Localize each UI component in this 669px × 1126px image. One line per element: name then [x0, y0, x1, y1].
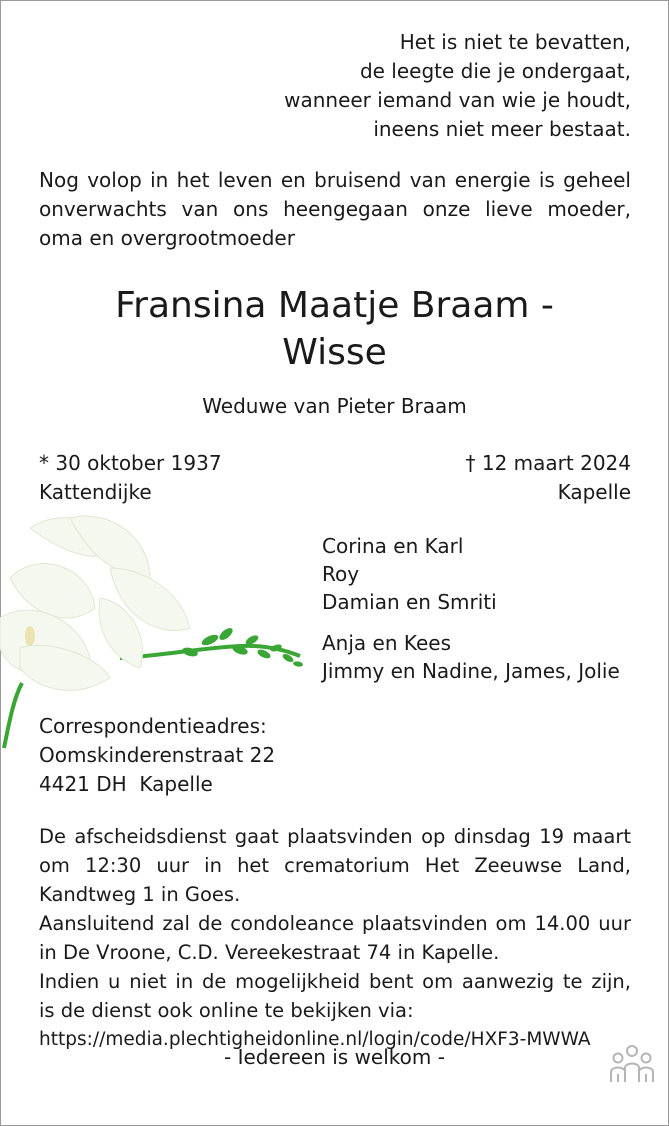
family-member: Anja en Kees [322, 631, 452, 655]
service-line: De afscheidsdienst gaat plaatsvinden op dinsdag 19 maart [39, 825, 631, 848]
correspondence-address [39, 712, 275, 799]
birth-place: Kattendijke [39, 480, 152, 504]
family-member: Damian en Smriti [322, 590, 497, 614]
name-line: Fransina Maatje Braam - [115, 285, 554, 326]
service-line: Kandtweg 1 in Goes. [39, 883, 241, 906]
widow-of: Weduwe van Pieter Braam [202, 394, 467, 418]
family-member: Roy [322, 562, 360, 586]
street-address: Oomskinderenstraat 22 [39, 743, 276, 767]
service-line: Aansluitend zal de condoleance plaatsvinden om 14.00 uur [39, 912, 631, 935]
intro-line: oma en overgrootmoeder [39, 226, 295, 250]
service-line: om 12:30 uur in het crematorium Het Zeeuwse Land, [39, 854, 631, 877]
welcome-note: - Iedereen is welkom - [224, 1045, 445, 1069]
poem-line: wanneer iemand van wie je houdt, [284, 88, 631, 112]
birth-date: * 30 oktober 1937 [39, 451, 222, 475]
name-line: Wisse [282, 332, 387, 373]
service-line: Indien u niet in de mogelijkheid bent om aanwezig te zijn, [39, 970, 631, 993]
deceased-name [0, 282, 669, 376]
service-line: in De Vroone, C.D. Vereekestraat 74 in Kapelle. [39, 941, 500, 964]
livestream-link[interactable]: https://media.plechtigheidonline.nl/login/code/HXF3-MWWA [39, 1029, 591, 1050]
intro-line: onverwachts van ons heengegaan onze lieve moeder, [39, 197, 631, 221]
death-place: Kapelle [557, 480, 631, 504]
service-line: is de dienst ook online te bekijken via: [39, 999, 414, 1022]
family-member: Jimmy en Nadine, James, Jolie [322, 659, 620, 683]
poem-line: Het is niet te bevatten, [399, 30, 631, 54]
family-member: Corina en Karl [322, 534, 464, 558]
intro-line: Nog volop in het leven en bruisend van energie is geheel [39, 168, 631, 192]
postal-city: 4421 DH Kapelle [39, 772, 213, 796]
intro-text [39, 166, 631, 253]
correspondence-label: Correspondentieadres: [39, 714, 267, 738]
death-date: † 12 maart 2024 [465, 451, 631, 475]
poem [284, 28, 631, 144]
poem-line: ineens niet meer bestaat. [373, 117, 631, 141]
death-info [466, 449, 631, 507]
service-info [39, 822, 631, 1054]
family-group-1 [322, 532, 497, 616]
poem-line: de leegte die je ondergaat, [359, 59, 631, 83]
birth-info [39, 449, 222, 507]
people-group-icon [608, 1044, 656, 1084]
family-group-2 [322, 629, 620, 685]
